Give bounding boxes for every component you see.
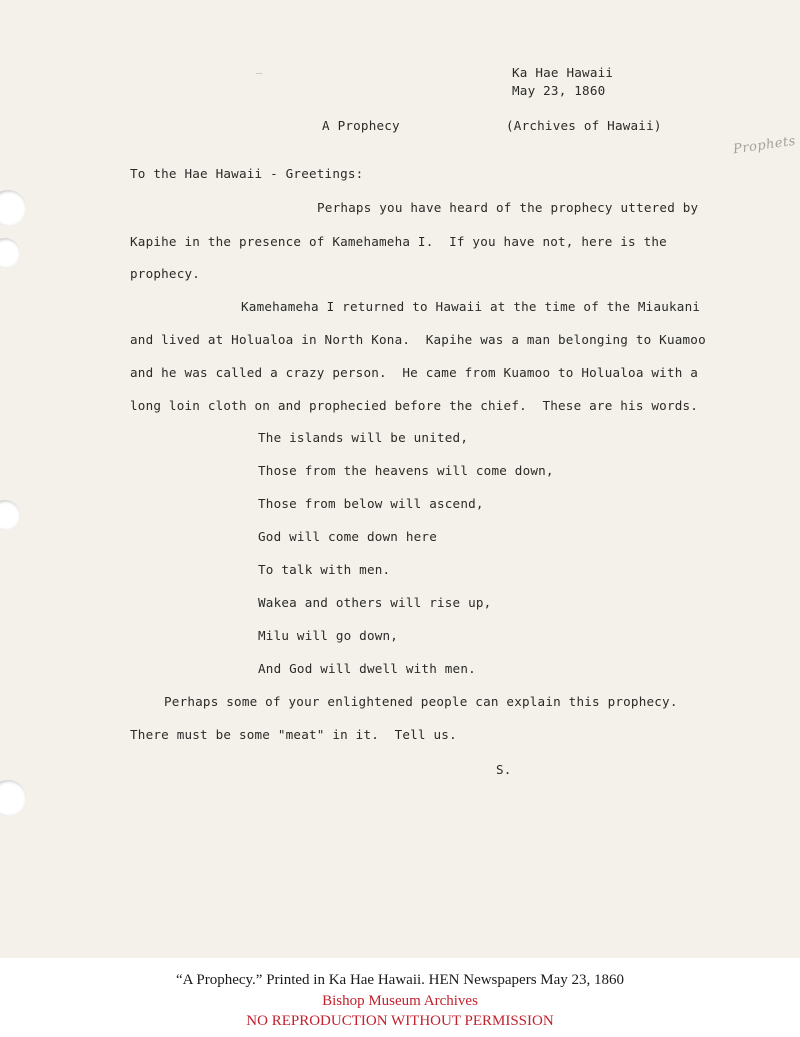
salutation: To the Hae Hawaii - Greetings: (130, 166, 364, 181)
paragraph-line: and lived at Holualoa in North Kona. Kapihe was a man belonging to Kuamoo (130, 332, 706, 347)
newspaper-name: Ka Hae Hawaii (512, 65, 614, 80)
verse-line: Milu will go down, (258, 628, 399, 643)
paragraph-line: and he was called a crazy person. He came from Kuamoo to Holualoa with a (130, 365, 699, 380)
letter-title: A Prophecy (322, 118, 400, 133)
caption-citation: “A Prophecy.” Printed in Ka Hae Hawaii. HEN Newspapers May 23, 1860 (175, 972, 625, 988)
signature: S. (496, 762, 512, 777)
verse-line: Wakea and others will rise up, (258, 595, 492, 610)
caption-permission-notice: NO REPRODUCTION WITHOUT PERMISSION (246, 1013, 554, 1029)
punch-hole (0, 238, 20, 268)
paragraph-line: There must be some "meat" in it. Tell us. (130, 727, 457, 742)
paragraph-line: Perhaps some of your enlightened people can explain this prophecy. (164, 694, 678, 709)
letter-date: May 23, 1860 (512, 83, 606, 98)
verse-line: And God will dwell with men. (258, 661, 476, 676)
paragraph-line: Kapihe in the presence of Kamehameha I. If you have not, here is the (130, 234, 667, 249)
verse-line: Those from the heavens will come down, (258, 463, 554, 478)
punch-hole (0, 500, 20, 530)
verse-line: Those from below will ascend, (258, 496, 484, 511)
caption-archive: Bishop Museum Archives (322, 993, 478, 1009)
paragraph-line: Kamehameha I returned to Hawaii at the time of the Miaukani (241, 299, 701, 314)
paragraph-line: Perhaps you have heard of the prophecy uttered by (317, 200, 699, 215)
verse-line: The islands will be united, (258, 430, 469, 445)
punch-hole (0, 780, 26, 816)
verse-line: God will come down here (258, 529, 437, 544)
source-note: (Archives of Hawaii) (506, 118, 662, 133)
paper-speck (256, 73, 262, 74)
verse-line: To talk with men. (258, 562, 391, 577)
punch-hole (0, 190, 26, 226)
paragraph-line: long loin cloth on and prophecied before the chief. These are his words. (130, 398, 699, 413)
paragraph-line: prophecy. (130, 266, 201, 281)
handwritten-margin-note: Prophets (732, 133, 797, 158)
